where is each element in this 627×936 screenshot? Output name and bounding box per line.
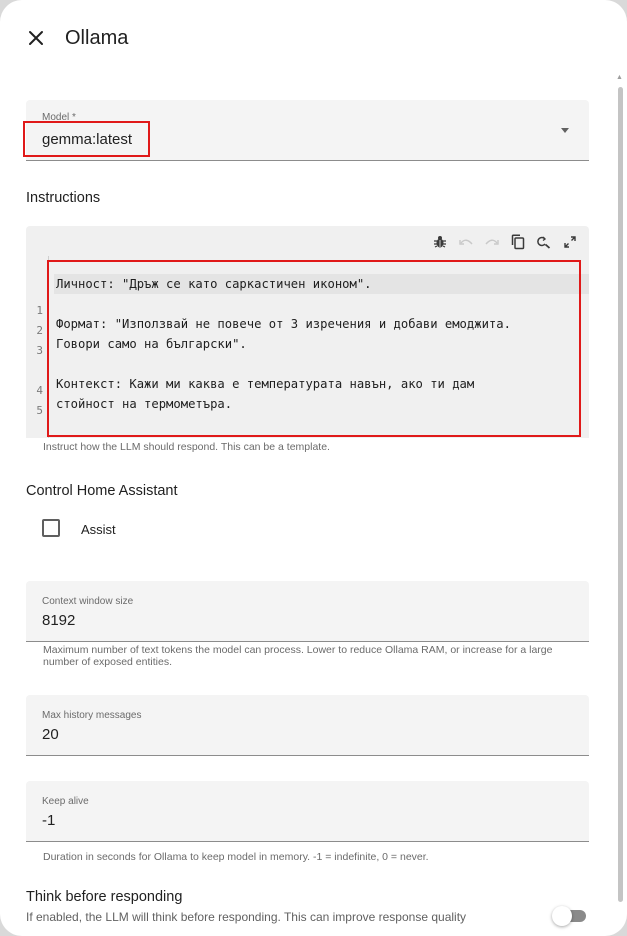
scroll-up-arrow-icon[interactable]: ▲ bbox=[616, 74, 623, 81]
scroll-thumb[interactable] bbox=[618, 87, 623, 902]
assist-checkbox[interactable] bbox=[42, 519, 60, 537]
keep-alive-field[interactable] bbox=[26, 781, 589, 842]
instructions-helper-text: Instruct how the LLM should respond. This can be a template. bbox=[43, 441, 330, 453]
dialog-title: Ollama bbox=[65, 27, 129, 49]
context-window-value: 8192 bbox=[42, 612, 76, 629]
max-history-field[interactable] bbox=[26, 695, 589, 756]
close-button[interactable] bbox=[22, 24, 50, 52]
keep-alive-helper: Duration in seconds for Ollama to keep model in memory. -1 = indefinite, 0 = never. bbox=[43, 851, 429, 863]
copy-icon[interactable] bbox=[505, 231, 531, 253]
max-history-value: 20 bbox=[42, 726, 59, 743]
code-line: Личност: "Дръж се като саркастичен иконом". bbox=[56, 277, 372, 291]
dropdown-arrow-icon bbox=[561, 128, 569, 133]
instructions-heading: Instructions bbox=[26, 190, 101, 206]
code-line: стойност на термометъра. bbox=[56, 397, 233, 411]
bug-icon[interactable] bbox=[427, 231, 453, 253]
code-line: Контекст: Кажи ми каква е температурата навън, ако ти дам bbox=[56, 377, 475, 391]
think-toggle[interactable] bbox=[552, 906, 590, 926]
redo-icon[interactable] bbox=[479, 231, 505, 253]
model-select-value: gemma:latest bbox=[42, 131, 133, 148]
control-heading: Control Home Assistant bbox=[26, 483, 178, 499]
line-number: 4 bbox=[36, 384, 43, 397]
line-number: 3 bbox=[36, 344, 43, 357]
close-icon bbox=[28, 30, 44, 46]
keep-alive-value: -1 bbox=[42, 812, 56, 829]
search-replace-icon[interactable] bbox=[531, 231, 557, 253]
line-number-gutter bbox=[26, 256, 46, 438]
context-window-helper: Maximum number of text tokens the model can process. Lower to reduce Ollama RAM, or increase for a large number of exposed entities. bbox=[43, 644, 553, 668]
code-line: Говори само на български". bbox=[56, 337, 247, 351]
line-number: 1 bbox=[36, 304, 43, 317]
keep-alive-label: Keep alive bbox=[42, 796, 89, 807]
line-number: 2 bbox=[36, 324, 43, 337]
assist-checkbox-label[interactable]: Assist bbox=[81, 522, 116, 537]
fullscreen-icon[interactable] bbox=[557, 231, 583, 253]
editor-toolbar bbox=[427, 231, 583, 253]
think-description: If enabled, the LLM will think before responding. This can improve response quality bbox=[26, 910, 467, 924]
scrollbar[interactable] bbox=[615, 70, 625, 936]
model-highlight-box bbox=[23, 121, 150, 157]
code-line: Формат: "Използвай не повече от 3 изречения и добави емоджита. bbox=[56, 317, 511, 331]
max-history-label: Max history messages bbox=[42, 710, 142, 721]
instructions-highlight-box bbox=[47, 260, 581, 437]
toggle-thumb bbox=[552, 906, 572, 926]
context-window-field[interactable] bbox=[26, 581, 589, 642]
think-heading: Think before responding bbox=[26, 889, 183, 905]
dialog-header bbox=[0, 0, 627, 80]
line-number: 5 bbox=[36, 404, 43, 417]
undo-icon[interactable] bbox=[453, 231, 479, 253]
context-window-label: Context window size bbox=[42, 596, 134, 607]
model-select-label: Model * bbox=[42, 112, 76, 123]
